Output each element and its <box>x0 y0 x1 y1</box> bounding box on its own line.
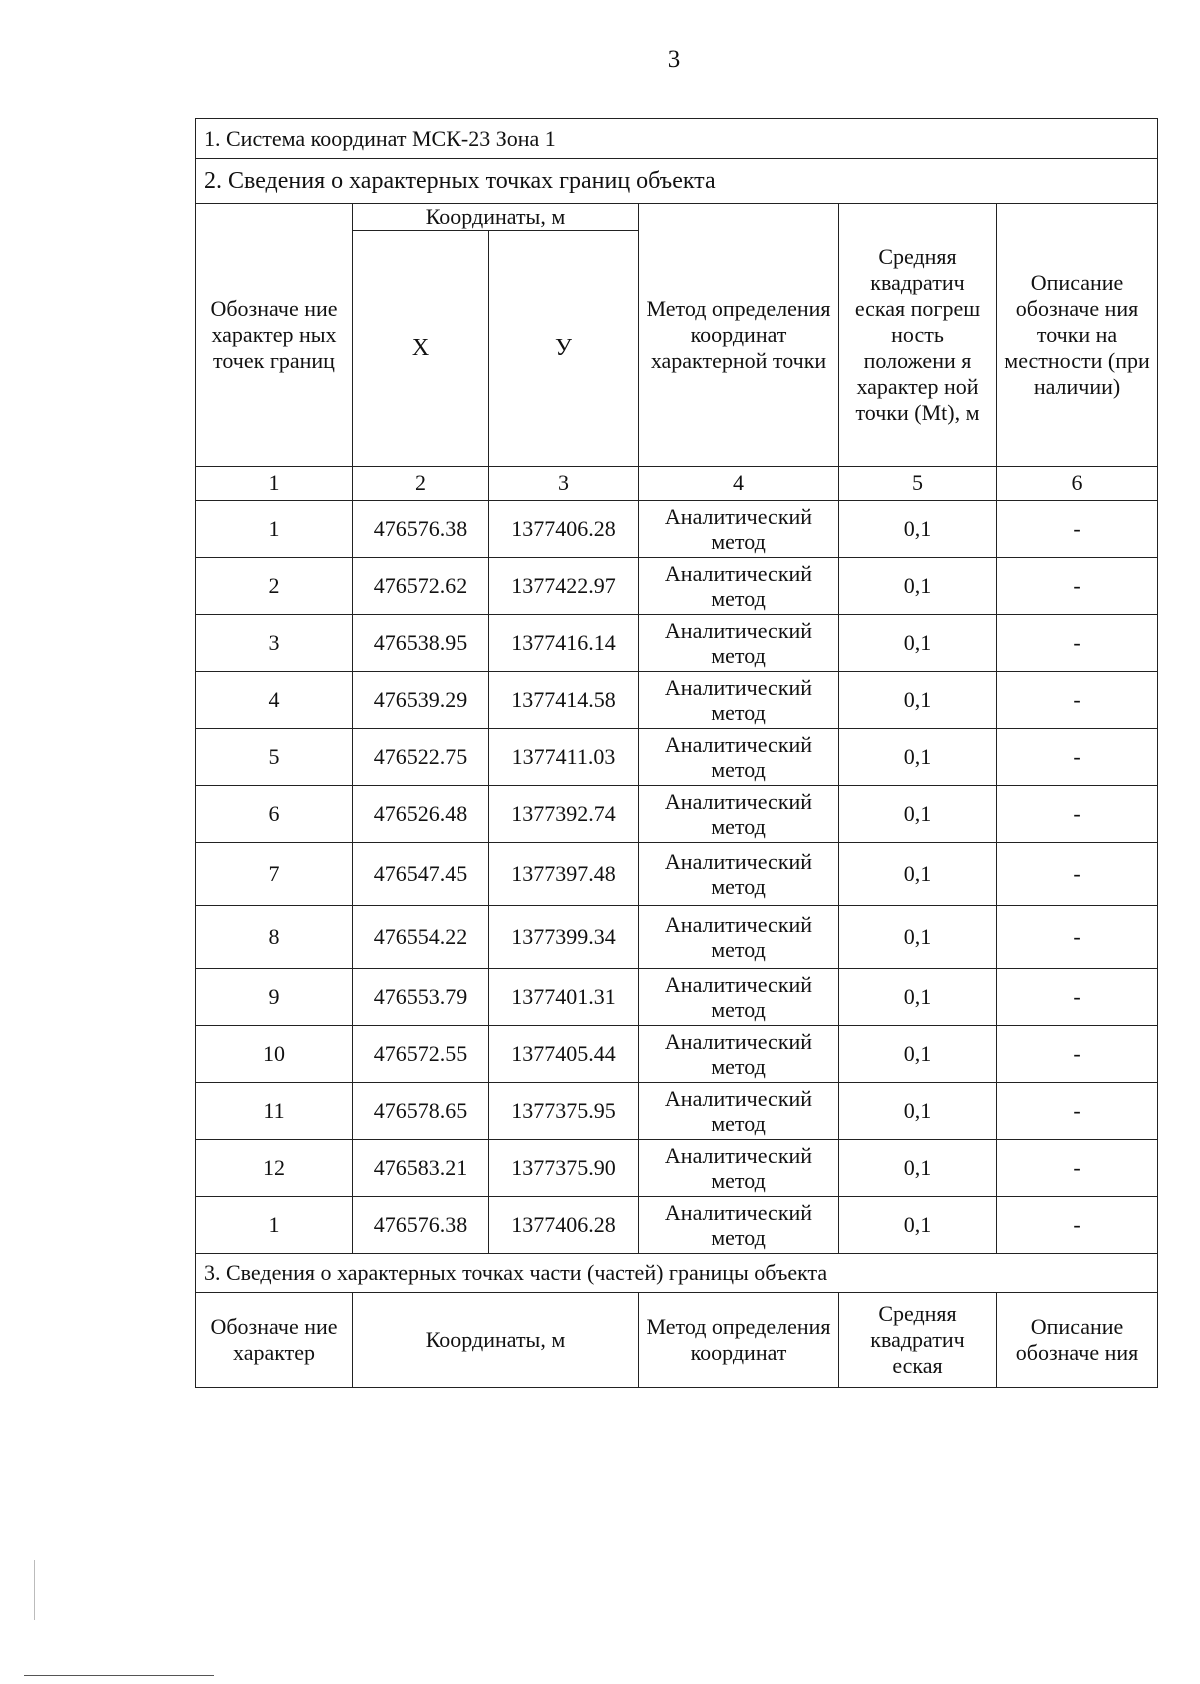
description-cell: - <box>997 1196 1158 1253</box>
coord-y-cell: 1377392.74 <box>489 785 639 842</box>
table-row <box>196 614 1158 671</box>
coord-y-cell: 1377375.90 <box>489 1139 639 1196</box>
description-cell: - <box>997 1082 1158 1139</box>
table-row <box>196 1025 1158 1082</box>
header3-error: Средняя квадратич еская <box>839 1292 997 1387</box>
point-id-cell: 4 <box>196 671 353 728</box>
mean-error-cell: 0,1 <box>839 728 997 785</box>
header-x: Х <box>353 230 489 466</box>
table-row <box>196 1139 1158 1196</box>
description-cell: - <box>997 842 1158 905</box>
point-id-cell: 1 <box>196 500 353 557</box>
description-cell: - <box>997 728 1158 785</box>
description-cell: - <box>997 671 1158 728</box>
boundary-points-table <box>195 118 1158 1388</box>
footer-rule <box>24 1675 214 1676</box>
point-id-cell: 5 <box>196 728 353 785</box>
column-number: 2 <box>353 466 489 500</box>
coord-x-cell: 476554.22 <box>353 905 489 968</box>
method-cell: Аналитический метод <box>639 905 839 968</box>
coord-x-cell: 476539.29 <box>353 671 489 728</box>
header-designation: Обозначе ние характер ных точек границ <box>196 204 353 467</box>
header-coordinates: Координаты, м <box>353 204 639 231</box>
point-id-cell: 6 <box>196 785 353 842</box>
description-cell: - <box>997 1025 1158 1082</box>
coord-x-cell: 476538.95 <box>353 614 489 671</box>
mean-error-cell: 0,1 <box>839 671 997 728</box>
coordinate-system-row: 1. Система координат МСК-23 Зона 1 <box>196 119 1158 159</box>
margin-mark <box>34 1560 37 1620</box>
coord-x-cell: 476576.38 <box>353 1196 489 1253</box>
description-cell: - <box>997 905 1158 968</box>
coord-x-cell: 476578.65 <box>353 1082 489 1139</box>
method-cell: Аналитический метод <box>639 728 839 785</box>
method-cell: Аналитический метод <box>639 785 839 842</box>
mean-error-cell: 0,1 <box>839 905 997 968</box>
method-cell: Аналитический метод <box>639 614 839 671</box>
description-cell: - <box>997 614 1158 671</box>
table-row <box>196 905 1158 968</box>
point-id-cell: 8 <box>196 905 353 968</box>
header3-description: Описание обозначе ния <box>997 1292 1158 1387</box>
table-row <box>196 671 1158 728</box>
mean-error-cell: 0,1 <box>839 1025 997 1082</box>
header3-coordinates: Координаты, м <box>353 1292 639 1387</box>
header-error: Средняя квадратич еская погреш ность положени я характер ной точки (Mt), м <box>839 204 997 467</box>
coord-x-cell: 476522.75 <box>353 728 489 785</box>
coord-x-cell: 476572.55 <box>353 1025 489 1082</box>
method-cell: Аналитический метод <box>639 842 839 905</box>
method-cell: Аналитический метод <box>639 1139 839 1196</box>
mean-error-cell: 0,1 <box>839 1196 997 1253</box>
description-cell: - <box>997 785 1158 842</box>
coord-y-cell: 1377416.14 <box>489 614 639 671</box>
method-cell: Аналитический метод <box>639 1025 839 1082</box>
point-id-cell: 2 <box>196 557 353 614</box>
coord-y-cell: 1377401.31 <box>489 968 639 1025</box>
table-row <box>196 785 1158 842</box>
point-id-cell: 10 <box>196 1025 353 1082</box>
point-id-cell: 7 <box>196 842 353 905</box>
column-number: 4 <box>639 466 839 500</box>
column-number: 3 <box>489 466 639 500</box>
mean-error-cell: 0,1 <box>839 557 997 614</box>
table-row <box>196 968 1158 1025</box>
coord-x-cell: 476553.79 <box>353 968 489 1025</box>
page-number: 3 <box>667 46 681 73</box>
coord-x-cell: 476547.45 <box>353 842 489 905</box>
table-row <box>196 500 1158 557</box>
header-method: Метод определения координат характерной точки <box>639 204 839 467</box>
method-cell: Аналитический метод <box>639 671 839 728</box>
table-row <box>196 728 1158 785</box>
coord-x-cell: 476572.62 <box>353 557 489 614</box>
table-row <box>196 1082 1158 1139</box>
coord-y-cell: 1377406.28 <box>489 500 639 557</box>
coord-y-cell: 1377397.48 <box>489 842 639 905</box>
method-cell: Аналитический метод <box>639 1082 839 1139</box>
header-y: У <box>489 230 639 466</box>
coord-y-cell: 1377399.34 <box>489 905 639 968</box>
coord-x-cell: 476583.21 <box>353 1139 489 1196</box>
column-number: 1 <box>196 466 353 500</box>
method-cell: Аналитический метод <box>639 500 839 557</box>
mean-error-cell: 0,1 <box>839 500 997 557</box>
description-cell: - <box>997 968 1158 1025</box>
column-number-row <box>196 466 1158 500</box>
column-number: 6 <box>997 466 1158 500</box>
coord-x-cell: 476576.38 <box>353 500 489 557</box>
coord-y-cell: 1377406.28 <box>489 1196 639 1253</box>
description-cell: - <box>997 500 1158 557</box>
point-id-cell: 9 <box>196 968 353 1025</box>
coord-y-cell: 1377422.97 <box>489 557 639 614</box>
method-cell: Аналитический метод <box>639 557 839 614</box>
point-id-cell: 1 <box>196 1196 353 1253</box>
section-3-title: 3. Сведения о характерных точках части (частей) границы объекта <box>196 1253 1158 1292</box>
coord-y-cell: 1377411.03 <box>489 728 639 785</box>
point-id-cell: 11 <box>196 1082 353 1139</box>
mean-error-cell: 0,1 <box>839 785 997 842</box>
method-cell: Аналитический метод <box>639 968 839 1025</box>
coord-y-cell: 1377375.95 <box>489 1082 639 1139</box>
mean-error-cell: 0,1 <box>839 968 997 1025</box>
point-id-cell: 3 <box>196 614 353 671</box>
table-row <box>196 557 1158 614</box>
table-row <box>196 842 1158 905</box>
section-2-title: 2. Сведения о характерных точках границ объекта <box>196 159 1158 204</box>
coord-y-cell: 1377414.58 <box>489 671 639 728</box>
header3-designation: Обозначе ние характер <box>196 1292 353 1387</box>
description-cell: - <box>997 557 1158 614</box>
coord-x-cell: 476526.48 <box>353 785 489 842</box>
mean-error-cell: 0,1 <box>839 1139 997 1196</box>
mean-error-cell: 0,1 <box>839 614 997 671</box>
mean-error-cell: 0,1 <box>839 842 997 905</box>
column-number: 5 <box>839 466 997 500</box>
header3-method: Метод определения координат <box>639 1292 839 1387</box>
description-cell: - <box>997 1139 1158 1196</box>
table-row <box>196 1196 1158 1253</box>
header-description: Описание обозначе ния точки на местности (при наличии) <box>997 204 1158 467</box>
mean-error-cell: 0,1 <box>839 1082 997 1139</box>
method-cell: Аналитический метод <box>639 1196 839 1253</box>
coord-y-cell: 1377405.44 <box>489 1025 639 1082</box>
point-id-cell: 12 <box>196 1139 353 1196</box>
